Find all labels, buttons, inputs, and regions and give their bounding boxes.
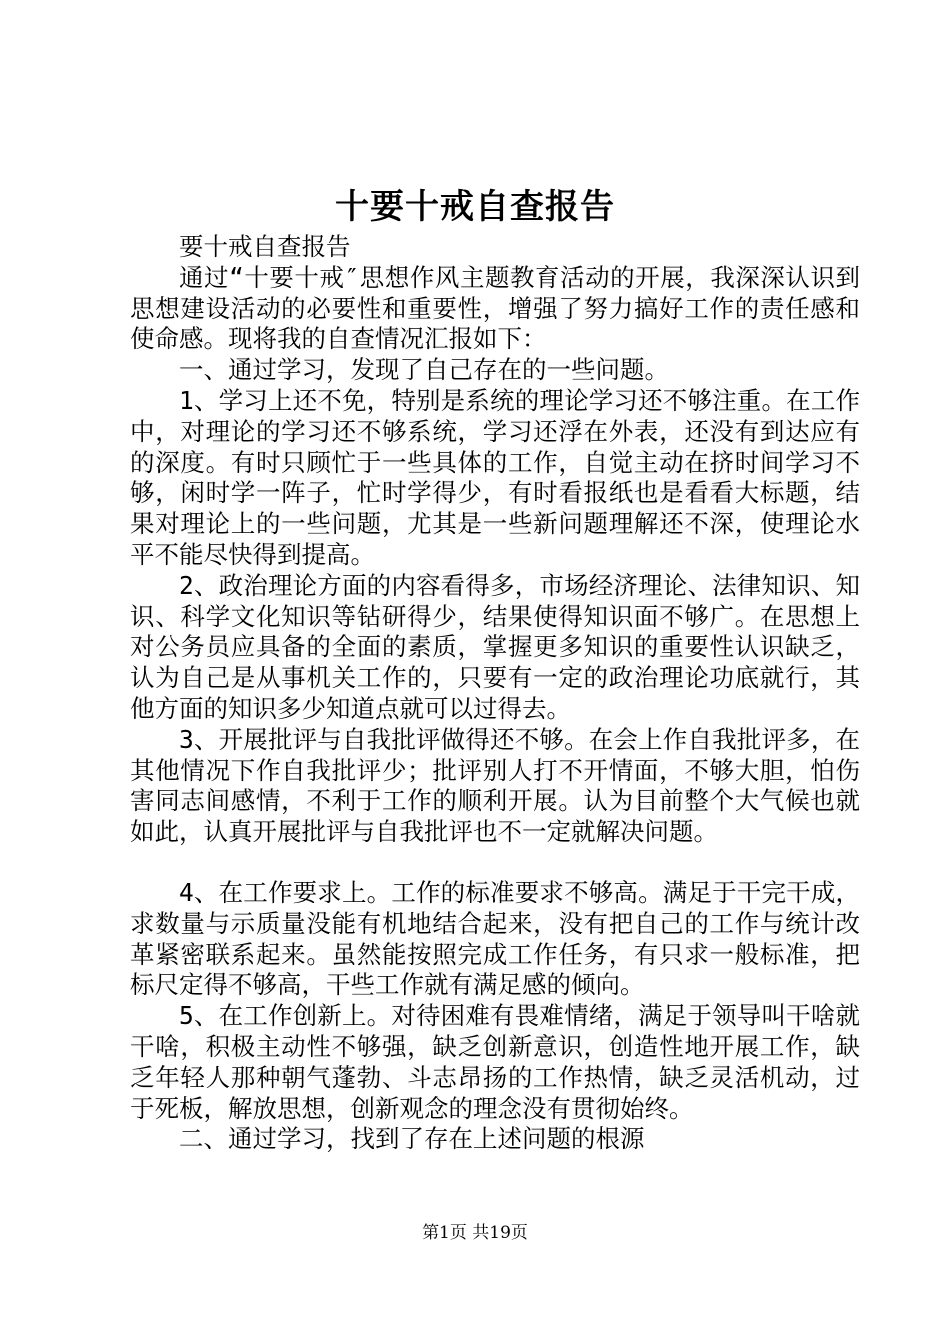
- paragraph-item-4: 4、在工作要求上。工作的标准要求不够高。满足于干完干成，求数量与示质量没能有机地结合起来，没有把自己的工作与统计改革紧密联系起来。虽然能按照完成工作任务，有只求一般标准，把标尺定得不够高，干些工作就有满足感的倾向。: [130, 877, 860, 1000]
- paragraph-intro: 通过“十要十戒″思想作风主题教育活动的开展，我深深认识到思想建设活动的必要性和重要性，增强了努力搞好工作的责任感和使命感。现将我的自查情况汇报如下：: [130, 262, 860, 354]
- paragraph-subtitle: 要十戒自查报告: [179, 232, 351, 261]
- paragraph-spacer: [130, 848, 860, 878]
- document-title: 十要十戒自查报告: [335, 187, 615, 227]
- paragraph-item-5: 5、在工作创新上。对待困难有畏难情绪，满足于领导叫干啥就干啥，积极主动性不够强，缺乏创新意识，创造性地开展工作，缺乏年轻人那种朝气蓬勃、斗志昂扬的工作热情，缺乏灵活机动，过于死板，解放思想，创新观念的理念没有贯彻始终。: [130, 1001, 860, 1123]
- document-body: [130, 232, 860, 1155]
- paragraph-section-two-heading: 二、通过学习，找到了存在上述问题的根源: [179, 1124, 645, 1154]
- paragraph-item-2: 2、政治理论方面的内容看得多，市场经济理论、法律知识、知识、科学文化知识等钻研得少，结果使得知识面不够广。在思想上对公务员应具备的全面的素质，掌握更多知识的重要性认识缺乏，认为自己是从事机关工作的，只要有一定的政治理论功底就行，其他方面的知识多少知道点就可以过得去。: [130, 570, 860, 723]
- paragraph-item-1: 1、学习上还不免，特别是系统的理论学习还不够注重。在工作中，对理论的学习还不够系统，学习还浮在外表，还没有到达应有的深度。有时只顾忙于一些具体的工作，自觉主动在挤时间学习不够，闲时学一阵子，忙时学得少，有时看报纸也是看看大标题，结果对理论上的一些问题，尤其是一些新问题理解还不深，使理论水平不能尽快得到提高。: [130, 385, 860, 569]
- paragraph-item-3: 3、开展批评与自我批评做得还不够。在会上作自我批评多，在其他情况下作自我批评少；批评别人打不开情面，不够大胆，怕伤害同志间感情，不利于工作的顺利开展。认为目前整个大气候也就如此，认真开展批评与自我批评也不一定就解决问题。: [130, 724, 860, 847]
- paragraph-section-one-heading: 一、通过学习，发现了自己存在的一些问题。: [179, 355, 669, 385]
- page-number-footer: 第1页 共19页: [422, 1223, 528, 1243]
